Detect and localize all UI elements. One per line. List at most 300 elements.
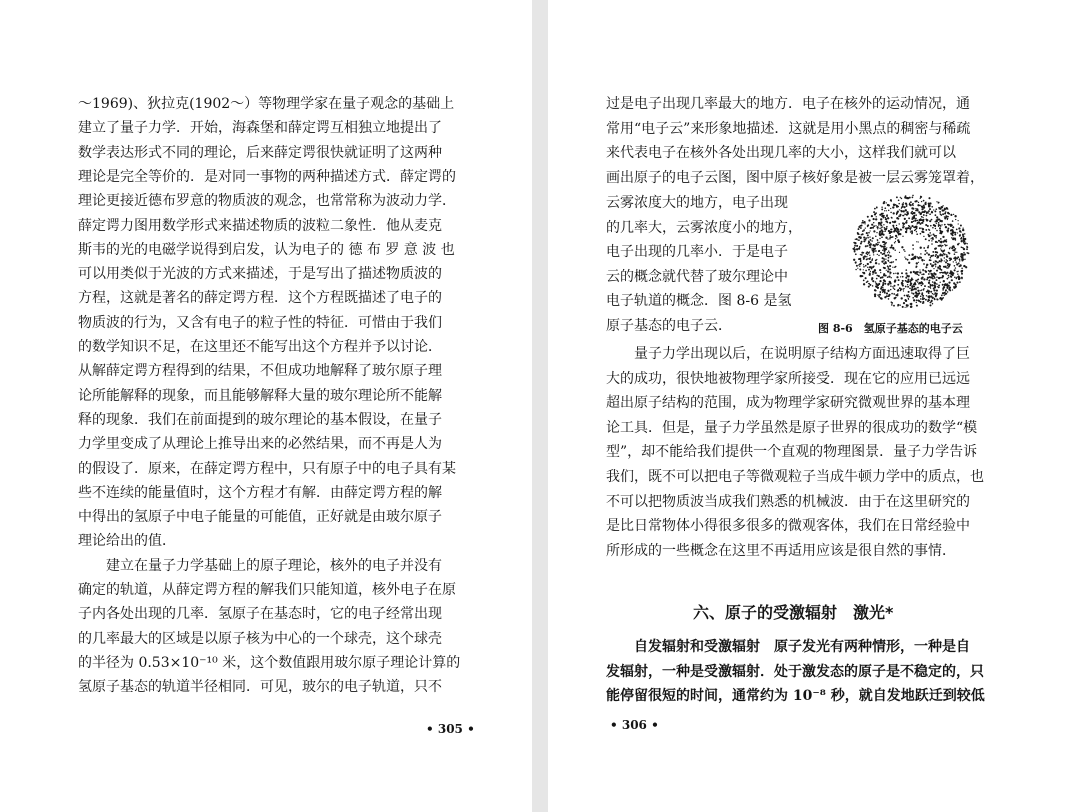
cloud-dot bbox=[944, 217, 946, 219]
text-line: 的半径为 0.53×10⁻¹⁰ 米，这个数值跟用玻尔原子理论计算的 bbox=[78, 654, 461, 671]
cloud-dot bbox=[912, 293, 914, 295]
cloud-dot bbox=[888, 295, 890, 297]
cloud-dot bbox=[890, 229, 892, 231]
cloud-dot bbox=[870, 227, 872, 229]
text-line: 薛定谔力图用数学形式来描述物质的波粒二象性．他从麦克 bbox=[78, 217, 442, 234]
cloud-dot bbox=[890, 247, 892, 249]
cloud-dot bbox=[954, 232, 956, 234]
cloud-dot bbox=[936, 223, 937, 224]
cloud-dot bbox=[889, 252, 890, 253]
cloud-dot bbox=[925, 238, 927, 240]
cloud-dot bbox=[908, 225, 909, 226]
cloud-dot bbox=[956, 229, 958, 231]
cloud-dot bbox=[884, 210, 885, 211]
cloud-dot bbox=[954, 269, 956, 271]
cloud-dot bbox=[890, 289, 891, 290]
cloud-dot bbox=[930, 263, 932, 265]
cloud-dot bbox=[943, 297, 944, 298]
cloud-dot bbox=[940, 258, 942, 260]
cloud-dot bbox=[951, 279, 953, 281]
cloud-dot bbox=[883, 201, 885, 203]
cloud-dot bbox=[885, 217, 887, 219]
cloud-dot bbox=[881, 213, 883, 215]
cloud-dot bbox=[861, 254, 863, 256]
cloud-dot bbox=[885, 202, 886, 203]
cloud-dot bbox=[894, 285, 896, 287]
cloud-dot bbox=[920, 233, 922, 235]
cloud-dot bbox=[962, 253, 964, 255]
cloud-dot bbox=[957, 232, 958, 233]
cloud-dot bbox=[946, 255, 948, 257]
cloud-dot bbox=[888, 210, 889, 211]
cloud-dot bbox=[922, 296, 924, 298]
cloud-dot bbox=[950, 214, 952, 216]
cloud-dot bbox=[925, 224, 927, 226]
cloud-dot bbox=[884, 229, 885, 230]
cloud-dot bbox=[936, 201, 937, 202]
cloud-dot bbox=[859, 266, 860, 267]
text-line: 数学表达形式不同的理论，后来薛定谔很快就证明了这两种 bbox=[78, 144, 442, 161]
electron-cloud-figure bbox=[836, 190, 986, 322]
text-line: 的几率最大的区域是以原子核为中心的一个球壳，这个球壳 bbox=[78, 630, 442, 647]
text-line: 云的概念就代替了玻尔理论中 bbox=[606, 268, 788, 285]
cloud-dot bbox=[948, 282, 950, 284]
cloud-dot bbox=[920, 196, 922, 198]
cloud-dot bbox=[917, 281, 919, 283]
cloud-dot bbox=[887, 283, 889, 285]
cloud-dot bbox=[893, 204, 895, 206]
cloud-dot bbox=[964, 253, 966, 255]
cloud-dot bbox=[862, 252, 864, 254]
cloud-dot bbox=[928, 270, 930, 272]
cloud-dot bbox=[929, 229, 931, 231]
cloud-dot bbox=[903, 249, 905, 251]
cloud-dot bbox=[926, 219, 928, 221]
cloud-dot bbox=[964, 233, 966, 235]
cloud-dot bbox=[887, 254, 889, 256]
cloud-dot bbox=[883, 248, 885, 250]
cloud-dot bbox=[939, 208, 940, 209]
cloud-dot bbox=[934, 292, 936, 294]
cloud-dot bbox=[884, 280, 886, 282]
cloud-dot bbox=[888, 218, 889, 219]
cloud-dot bbox=[931, 255, 933, 257]
cloud-dot bbox=[863, 283, 865, 285]
cloud-dot bbox=[926, 295, 927, 296]
cloud-dot bbox=[879, 280, 881, 282]
cloud-dot bbox=[895, 273, 896, 274]
cloud-dot bbox=[944, 257, 945, 258]
cloud-dot bbox=[916, 227, 918, 229]
cloud-dot bbox=[913, 256, 915, 258]
cloud-dot bbox=[913, 221, 915, 223]
cloud-dot bbox=[888, 204, 890, 206]
cloud-dot bbox=[915, 267, 916, 268]
cloud-dot bbox=[948, 213, 950, 215]
cloud-dot bbox=[870, 230, 871, 231]
cloud-dot bbox=[863, 230, 864, 231]
section-body bbox=[606, 635, 1006, 715]
text-line: 子内各处出现的几率．氢原子在基态时，它的电子经常出现 bbox=[78, 606, 442, 623]
cloud-dot bbox=[961, 278, 963, 280]
left-page-text bbox=[78, 92, 478, 712]
cloud-dot bbox=[934, 225, 936, 227]
cloud-dot bbox=[942, 245, 943, 246]
cloud-dot bbox=[921, 222, 922, 223]
cloud-dot bbox=[953, 214, 954, 215]
cloud-dot bbox=[889, 271, 891, 273]
cloud-dot bbox=[944, 224, 946, 226]
cloud-dot bbox=[877, 226, 879, 228]
text-line: 的数学知识不足，在这里还不能写出这个方程并予以讨论． bbox=[78, 339, 442, 355]
cloud-dot bbox=[884, 241, 886, 243]
cloud-dot bbox=[898, 290, 900, 292]
cloud-dot bbox=[876, 286, 878, 288]
cloud-dot bbox=[908, 275, 909, 276]
cloud-dot bbox=[934, 277, 936, 279]
cloud-dot bbox=[932, 264, 934, 266]
cloud-dot bbox=[899, 209, 900, 210]
cloud-dot bbox=[857, 268, 858, 269]
cloud-dot bbox=[909, 284, 911, 286]
cloud-dot bbox=[884, 227, 886, 229]
cloud-dot bbox=[958, 223, 959, 224]
cloud-dot bbox=[929, 220, 931, 222]
cloud-dot bbox=[928, 202, 930, 204]
cloud-dot bbox=[945, 226, 947, 228]
cloud-dot bbox=[947, 263, 949, 265]
cloud-dot bbox=[917, 220, 919, 222]
cloud-dot bbox=[894, 242, 896, 244]
text-line: 云雾浓度大的地方，电子出现 bbox=[606, 195, 788, 211]
cloud-dot bbox=[905, 269, 907, 271]
cloud-dot bbox=[867, 263, 869, 265]
cloud-dot bbox=[935, 266, 936, 267]
cloud-dot bbox=[880, 218, 882, 220]
cloud-dot bbox=[866, 256, 867, 257]
cloud-dot bbox=[910, 212, 912, 214]
cloud-dot bbox=[875, 259, 877, 261]
cloud-dot bbox=[913, 284, 915, 286]
cloud-dot bbox=[946, 260, 948, 262]
cloud-dot bbox=[942, 213, 944, 215]
cloud-dot bbox=[934, 263, 936, 265]
book-gutter bbox=[532, 0, 548, 812]
cloud-dot bbox=[940, 282, 941, 283]
cloud-dot bbox=[943, 241, 945, 243]
cloud-dot bbox=[906, 220, 908, 222]
cloud-dot bbox=[868, 242, 869, 243]
cloud-dot bbox=[891, 304, 893, 306]
cloud-dot bbox=[866, 251, 868, 253]
cloud-dot bbox=[881, 215, 883, 217]
cloud-dot bbox=[942, 236, 944, 238]
cloud-dot bbox=[918, 262, 919, 263]
cloud-dot bbox=[947, 224, 948, 225]
cloud-dot bbox=[946, 239, 947, 240]
cloud-dot bbox=[878, 224, 880, 226]
cloud-dot bbox=[961, 247, 962, 248]
cloud-dot bbox=[934, 298, 936, 300]
cloud-dot bbox=[873, 218, 875, 220]
cloud-dot bbox=[891, 293, 893, 295]
text-line: 物质波的行为，又含有电子的粒子性的特征．可惜由于我们 bbox=[78, 314, 442, 331]
cloud-dot bbox=[856, 248, 858, 250]
cloud-dot bbox=[961, 270, 963, 272]
cloud-dot bbox=[911, 258, 913, 260]
cloud-dot bbox=[915, 218, 917, 220]
cloud-dot bbox=[882, 282, 884, 284]
cloud-dot bbox=[958, 262, 960, 264]
cloud-dot bbox=[943, 280, 945, 282]
cloud-dot bbox=[954, 265, 956, 267]
cloud-dot bbox=[907, 284, 908, 285]
cloud-dot bbox=[950, 273, 952, 275]
cloud-dot bbox=[905, 307, 906, 308]
cloud-dot bbox=[961, 237, 962, 238]
cloud-dot bbox=[919, 222, 921, 224]
cloud-dot bbox=[871, 259, 872, 260]
cloud-dot bbox=[896, 217, 898, 219]
text-line: 建立在量子力学基础上的原子理论，核外的电子并没有 bbox=[106, 557, 442, 574]
cloud-dot bbox=[854, 247, 855, 248]
cloud-dot bbox=[905, 272, 907, 274]
cloud-dot bbox=[924, 205, 925, 206]
cloud-dot bbox=[926, 215, 928, 217]
cloud-dot bbox=[923, 273, 925, 275]
cloud-dot bbox=[872, 274, 873, 275]
cloud-dot bbox=[931, 206, 933, 208]
cloud-dot bbox=[893, 293, 895, 295]
cloud-dot bbox=[878, 255, 880, 257]
cloud-dot bbox=[911, 207, 913, 209]
cloud-dot bbox=[946, 267, 948, 269]
cloud-dot bbox=[945, 290, 946, 291]
cloud-dot bbox=[907, 197, 909, 199]
cloud-dot bbox=[889, 281, 891, 283]
cloud-dot bbox=[880, 252, 882, 254]
cloud-dot bbox=[864, 239, 865, 240]
cloud-dot bbox=[947, 265, 948, 266]
cloud-dot bbox=[940, 230, 942, 232]
cloud-dot bbox=[871, 240, 873, 242]
cloud-dot bbox=[933, 294, 934, 295]
cloud-dot bbox=[948, 265, 950, 267]
cloud-dot bbox=[934, 285, 936, 287]
cloud-dot bbox=[940, 277, 942, 279]
cloud-dot bbox=[931, 211, 932, 212]
cloud-dot bbox=[882, 231, 884, 233]
cloud-dot bbox=[936, 220, 938, 222]
cloud-dot bbox=[923, 214, 925, 216]
cloud-dot bbox=[896, 276, 898, 278]
cloud-dot bbox=[902, 236, 903, 237]
cloud-dot bbox=[937, 268, 938, 269]
cloud-dot bbox=[922, 294, 923, 295]
cloud-dot bbox=[930, 234, 931, 235]
page-number-305: • 305 • bbox=[426, 722, 475, 736]
cloud-dot bbox=[929, 205, 931, 207]
cloud-dot bbox=[928, 197, 930, 199]
text-line: 画出原子的电子云图，图中原子核好象是被一层云雾笼罩着， bbox=[606, 169, 984, 186]
cloud-dot bbox=[917, 256, 919, 258]
cloud-dot bbox=[915, 214, 917, 216]
cloud-dot bbox=[946, 254, 947, 255]
cloud-dot bbox=[886, 292, 888, 294]
cloud-dot bbox=[876, 216, 877, 217]
cloud-dot bbox=[954, 253, 956, 255]
cloud-dot bbox=[886, 226, 888, 228]
cloud-dot bbox=[889, 222, 891, 224]
cloud-dot bbox=[938, 286, 940, 288]
cloud-dot bbox=[896, 206, 898, 208]
cloud-dot bbox=[902, 306, 904, 308]
cloud-dot bbox=[937, 266, 939, 268]
cloud-dot bbox=[944, 292, 946, 294]
cloud-dot bbox=[948, 252, 950, 254]
cloud-dot bbox=[936, 276, 938, 278]
cloud-dot bbox=[912, 248, 914, 250]
cloud-dot bbox=[925, 229, 927, 231]
cloud-dot bbox=[932, 278, 934, 280]
cloud-dot bbox=[893, 273, 895, 275]
cloud-dot bbox=[913, 271, 915, 273]
cloud-dot bbox=[959, 281, 961, 283]
cloud-dot bbox=[872, 244, 874, 246]
cloud-dot bbox=[859, 225, 860, 226]
cloud-dot bbox=[928, 273, 930, 275]
cloud-dot bbox=[916, 223, 917, 224]
cloud-dot bbox=[959, 277, 960, 278]
cloud-dot bbox=[935, 228, 936, 229]
cloud-dot bbox=[914, 272, 916, 274]
cloud-dot bbox=[882, 292, 883, 293]
cloud-dot bbox=[905, 202, 907, 204]
cloud-dot bbox=[904, 256, 905, 257]
text-line: 我们，既不可以把电子等微观粒子当成牛顿力学中的质点，也 bbox=[606, 469, 984, 485]
cloud-dot bbox=[903, 290, 904, 291]
section-text: 发辐射，一种是受激辐射．处于激发态的原子是不稳定的，只 bbox=[606, 663, 984, 680]
cloud-dot bbox=[880, 270, 882, 272]
cloud-dot bbox=[907, 281, 909, 283]
cloud-dot bbox=[959, 266, 960, 267]
text-line: 理论是完全等价的．是对同一事物的两种描述方式．薛定谔的 bbox=[78, 168, 456, 185]
cloud-dot bbox=[878, 263, 879, 264]
cloud-dot bbox=[882, 284, 884, 286]
cloud-dot bbox=[941, 220, 943, 222]
cloud-dot bbox=[951, 247, 953, 249]
cloud-dot bbox=[911, 232, 913, 234]
cloud-dot bbox=[931, 284, 933, 286]
cloud-dot bbox=[951, 237, 952, 238]
cloud-dot bbox=[953, 247, 955, 249]
cloud-dot bbox=[917, 279, 919, 281]
cloud-dot bbox=[903, 223, 905, 225]
cloud-dot bbox=[874, 248, 876, 250]
cloud-dot bbox=[911, 292, 913, 294]
cloud-dot bbox=[959, 258, 961, 260]
cloud-dot bbox=[939, 268, 941, 270]
cloud-dot bbox=[853, 259, 855, 261]
cloud-dot bbox=[904, 213, 906, 215]
cloud-dot bbox=[935, 294, 937, 296]
cloud-dot bbox=[873, 230, 875, 232]
cloud-dot bbox=[901, 272, 903, 274]
cloud-dot bbox=[948, 275, 950, 277]
cloud-dot bbox=[964, 259, 965, 260]
cloud-dot bbox=[900, 210, 901, 211]
cloud-dot bbox=[928, 210, 930, 212]
cloud-dot bbox=[869, 261, 871, 263]
cloud-dot bbox=[959, 234, 961, 236]
cloud-dot bbox=[884, 207, 886, 209]
cloud-dot bbox=[966, 246, 968, 248]
cloud-dot bbox=[908, 298, 909, 299]
cloud-dot bbox=[880, 292, 882, 294]
cloud-dot bbox=[940, 241, 942, 243]
cloud-dot bbox=[938, 255, 940, 257]
cloud-dot bbox=[891, 244, 893, 246]
cloud-dot bbox=[904, 251, 905, 252]
cloud-dot bbox=[950, 224, 952, 226]
cloud-dot bbox=[921, 211, 923, 213]
cloud-dot bbox=[928, 295, 930, 297]
cloud-dot bbox=[892, 286, 893, 287]
cloud-dot bbox=[887, 276, 889, 278]
cloud-dot bbox=[927, 289, 928, 290]
cloud-dot bbox=[878, 250, 880, 252]
cloud-dot bbox=[920, 298, 922, 300]
cloud-dot bbox=[918, 211, 920, 213]
cloud-dot bbox=[873, 254, 874, 255]
cloud-dot bbox=[908, 217, 910, 219]
cloud-dot bbox=[900, 197, 901, 198]
cloud-dot bbox=[875, 243, 877, 245]
cloud-dot bbox=[931, 219, 933, 221]
cloud-dot bbox=[933, 289, 935, 291]
cloud-dot bbox=[962, 236, 964, 238]
cloud-dot bbox=[856, 245, 858, 247]
cloud-dot bbox=[917, 294, 919, 296]
cloud-dot bbox=[871, 279, 873, 281]
cloud-dot bbox=[939, 227, 941, 229]
cloud-dot bbox=[940, 238, 942, 240]
cloud-dot bbox=[936, 280, 937, 281]
cloud-dot bbox=[890, 285, 892, 287]
cloud-dot bbox=[963, 248, 965, 250]
cloud-dot bbox=[912, 244, 914, 246]
cloud-dot bbox=[915, 289, 916, 290]
cloud-dot bbox=[925, 266, 927, 268]
cloud-dot bbox=[911, 254, 913, 256]
cloud-dot bbox=[916, 273, 918, 275]
cloud-dot bbox=[907, 296, 909, 298]
cloud-dot bbox=[897, 232, 899, 234]
cloud-dot bbox=[936, 298, 938, 300]
cloud-dot bbox=[926, 265, 927, 266]
cloud-dot bbox=[894, 228, 896, 230]
cloud-dot bbox=[888, 230, 890, 232]
cloud-dot bbox=[919, 282, 921, 284]
cloud-dot bbox=[958, 243, 959, 244]
cloud-dot bbox=[909, 287, 911, 289]
cloud-dot bbox=[883, 234, 885, 236]
cloud-dot bbox=[916, 200, 918, 202]
cloud-dot bbox=[935, 261, 937, 263]
cloud-dot bbox=[966, 252, 968, 254]
section-heading: 六、原子的受激辐射 激光* bbox=[693, 603, 894, 622]
cloud-dot bbox=[885, 237, 887, 239]
